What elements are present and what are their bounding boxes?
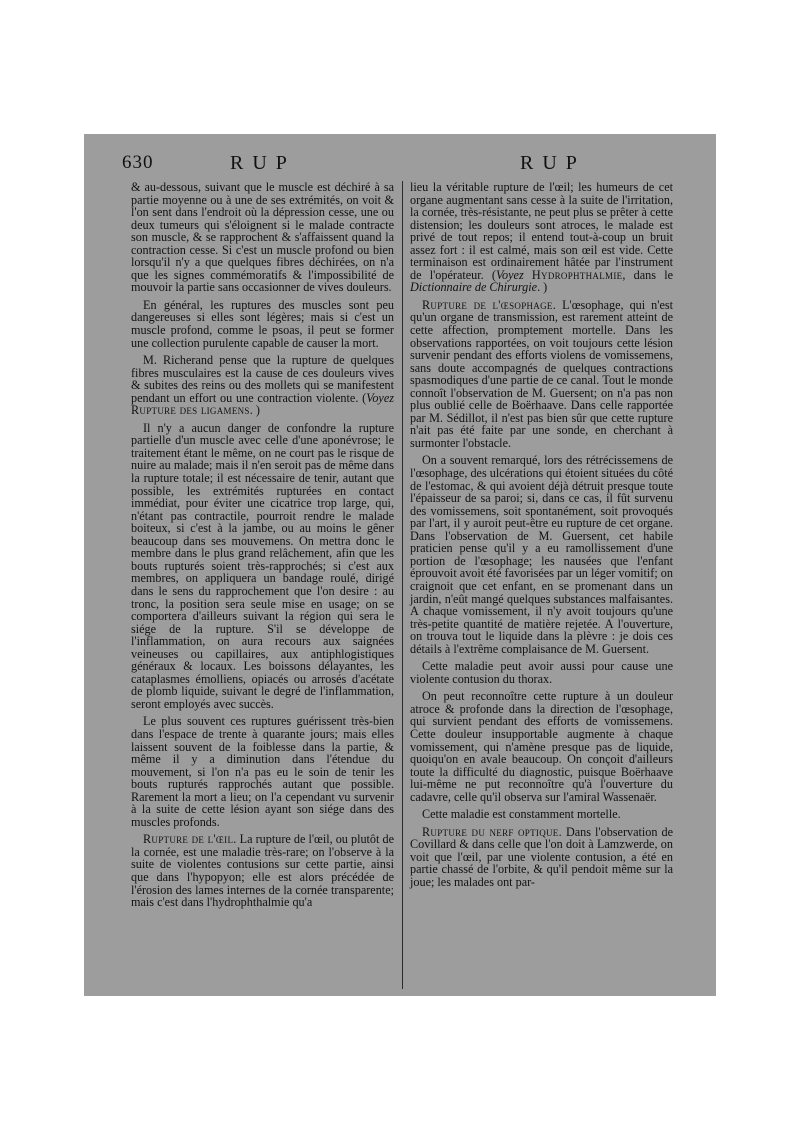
right-column <box>410 181 673 894</box>
paragraph-text: La rupture de l'œil, ou plutôt de la cornée, est une maladie très-rare; on l'observe à la suite de violentes contusions sur cette partie, ainsi que dans l'hypopyon; elle est alors précédée de l'érosion des lames internes de la cornée transparente; mais c'est dans l'hydrophthalmie qu'a <box>131 832 394 910</box>
paragraph-text: M. Richerand pense que la rupture de quelques fibres musculaires est la cause de ces douleurs vives & subites des reins ou des mollets qui se manifestent pendant un effort ou une contraction violente. ( <box>131 353 394 405</box>
paragraph-text: . ) <box>249 403 260 418</box>
paragraph <box>410 181 673 294</box>
dictionary-reference: Dictionnaire de Chirurgie <box>410 280 538 295</box>
paragraph: Il n'y a aucun danger de confondre la rupture partielle d'un muscle avec celle d'une aponévrose; le traitement étant le même, on ne court pas le risque de nuire au malade; mais il n'en seroit pas de même dans la rupture totale; il est nécessaire de tenir, autant que possible, les extrémités rupturées en contact immédiat, pour éviter une cicatrice trop large, qui, n'étant pas contractile, pourroit rendre le malade boiteux, si c'est à la jambe, ou au moins le gêner beaucoup dans ses mouvemens. On mettra donc le membre dans le plus grand relâchement, afin que les bouts rupturés soient très-rapprochés; si c'est aux membres, on appliquera un bandage roulé, dirigé dans le sens du rapprochement que l'on desire : au tronc, la position sera seule mise en usage; on se comportera d'ailleurs suivant la région qui sera le siége de la rupture. S'il se développe de l'inflammation, on aura recours aux saignées veineuses ou capillaires, aux antiphlogistiques généraux & locaux. Les boissons délayantes, les cataplasmes émolliens, opiacés ou arrosés d'acétate de plomb liquide, suivant le degré de l'inflammation, seront employés avec succès. <box>131 420 394 711</box>
cross-reference-title: Rupture des ligamens <box>131 403 250 418</box>
paragraph-text: L'œsophage, qui n'est qu'un organe de transmission, est rarement atteint de cette affection, promptement mortelle. Dans les observations rapportées, on voit toujours cette lésion survenir pendant des efforts violens de vomissemens, sans doute accompagnés de quelques contractions spasmodiques d'une partie de ce canal. Tout le monde connoît l'observation de M. Guersent; on n'a pas non plus oublié celle de Boërhaave. Dans celle rapportée par M. Sédillot, il n'est pas bien sûr que cette rupture n'ait pas été faite par une sonde, en cherchant à surmonter l'obstacle. <box>410 297 674 450</box>
paragraph: Cette maladie peut avoir aussi pour cause une violente contusion du thorax. <box>410 659 673 686</box>
paragraph-text: lieu la véritable rupture de l'œil; les humeurs de cet organe augmentant sans cesse à la suite de l'irritation, la cornée, très-résistante, ne peut plus se prêter à cette distension; les douleurs sont atroces, le malade est privé de tout repos; il entend tout-à-coup un bruit assez fort : il est calmé, mais son œil est vide. Cette terminaison est ordinairement hâtée par l'instrument de l'opérateur. ( <box>410 180 673 282</box>
cross-reference-voyez: Voyez <box>495 267 524 282</box>
scanned-page <box>84 134 716 996</box>
paragraph: & au-dessous, suivant que le muscle est déchiré à sa partie moyenne ou à une de ses extrémités, on voit & l'on sent dans l'endroit où la dépression cesse, une ou deux tumeurs qui s'éloignent si le malade contracte son muscle, & se rapprochent & s'affaissent quand la contraction cesse. Si c'est un muscle profond ou bien lorsqu'il n'y a que quelques fibres déchirées, on n'a que les signes commémoratifs & l'impossibilité de mouvoir la partie sans occasionner de vives douleurs. <box>131 180 394 295</box>
paragraph <box>410 299 673 450</box>
cross-reference-title: Hydrophthalmie <box>531 267 623 282</box>
paragraph <box>131 833 394 908</box>
page-number: 630 <box>122 152 154 173</box>
paragraph: Cette maladie est constamment mortelle. <box>422 807 621 822</box>
paragraph <box>131 354 394 417</box>
left-column <box>131 181 394 914</box>
paragraph: On a souvent remarqué, lors des rétrécissemens de l'œsophage, des ulcérations qui étoient situées du côté de l'estomac, & qui avoient déjà détruit presque toute l'épaisseur de sa paroi; si, dans ce cas, il fût survenu des vomissemens, soit spontanément, soit provoqués par l'art, il y auroit peut-être eu rupture de cet organe. Dans l'observation de M. Guersent, cet habile praticien pense qu'il y a eu ramollissement d'une portion de l'œsophage; les nausées que l'enfant éprouvoit avoit été favorisées par un léger vomitif; on craignoit que cet enfant, en se promenant dans un jardin, n'eût mangé quelques substances malfaisantes. A chaque vomissement, il n'y avoit toujours qu'une très-petite quantité de matière rejetée. A l'ouverture, on trouva tout le liquide dans la plèvre : je dois ces détails à l'extrême complaisance de M. Guersent. <box>410 453 673 656</box>
running-title-right: RUP <box>520 152 586 174</box>
entry-heading: Rupture du nerf optique. <box>422 824 562 839</box>
paragraph: En général, les ruptures des muscles sont peu dangereuses si elles sont légères; mais si c'est un muscle profond, comme le psoas, il peut se former une collection purulente capable de causer la mort. <box>131 297 394 350</box>
entry-heading: Rupture de l'œil. <box>143 832 237 847</box>
cross-reference-voyez: Voyez <box>366 390 394 405</box>
running-title-left: RUP <box>230 152 296 174</box>
paragraph-text: . ) <box>537 280 548 295</box>
paragraph-text: , dans le <box>622 267 674 282</box>
paragraph: On peut reconnoître cette rupture à un douleur atroce & profonde dans la direction de l'œsophage, qui survient pendant des efforts de vomissemens. Cette douleur insupportable augmente à chaque vomissement, qui n'amène presque pas de liquide, quoiqu'on en avale beaucoup. On conçoit d'ailleurs toute la difficulté du diagnostic, puisque Boërhaave lui-même ne put reconnoître qu'à l'ouverture du cadavre, celle qu'il observa sur l'amiral Wassenaër. <box>410 689 673 804</box>
paragraph-text: Dans l'observation de Covillard & dans celle que l'on doit à Lamzwerde, on voit que l'œil, par une violente contusion, a été en partie chassé de l'orbite, & qu'il pendoit même sur la joue; les malades ont par- <box>410 824 673 889</box>
entry-heading: Rupture de l'œsophage. <box>422 297 557 312</box>
column-divider <box>402 181 403 989</box>
page-header <box>84 152 716 182</box>
paragraph <box>410 826 673 889</box>
paragraph: Le plus souvent ces ruptures guérissent très-bien dans l'espace de trente à quarante jours; mais elles laissent souvent de la foiblesse dans la partie, & même il y a diminution dans l'étendue du mouvement, si l'on n'a pas eu le soin de tenir les bouts rupturés rapprochés autant que possible. Rarement la mort a lieu; on l'a cependant vu survenir à la suite de cette lésion ayant son siége dans des muscles profonds. <box>131 714 394 829</box>
